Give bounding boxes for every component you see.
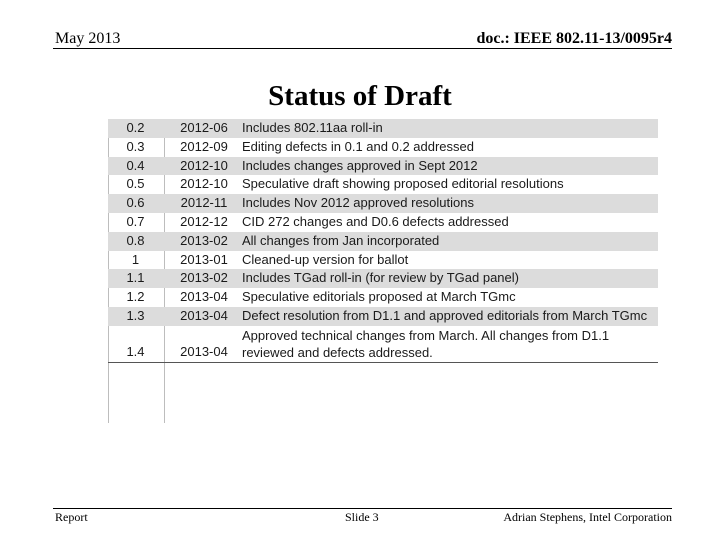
version-cell: 1 — [131, 251, 140, 267]
date-cell: 2012-06 — [180, 120, 228, 135]
slide-title: Status of Draft — [268, 80, 452, 112]
table-row — [108, 288, 658, 307]
date-cell: 2012-10 — [180, 176, 228, 192]
description-cell: All changes from Jan incorporated — [242, 232, 440, 248]
date-cell: 2012-11 — [180, 195, 228, 211]
description-cell: Cleaned-up version for ballot — [242, 251, 409, 267]
version-cell: 0.5 — [126, 176, 145, 192]
draft-status-table — [108, 119, 658, 363]
table-row — [108, 157, 658, 176]
table-row — [108, 194, 658, 213]
table-row — [108, 326, 658, 363]
description-cell: Includes 802.11aa roll-in — [242, 120, 383, 135]
header-date: May 2013 — [55, 30, 121, 47]
version-cell: 0.2 — [126, 120, 145, 135]
date-cell: 2013-04 — [180, 289, 228, 305]
version-cell: 1.4 — [126, 343, 145, 359]
date-cell: 2013-01 — [180, 251, 228, 267]
description-cell: Speculative draft showing proposed editorial resolutions — [242, 176, 564, 192]
version-cell: 0.6 — [126, 195, 145, 211]
date-cell: 2012-12 — [180, 213, 228, 229]
header-doc-id: doc.: IEEE 802.11-13/0095r4 — [476, 30, 672, 47]
version-cell: 0.3 — [126, 138, 145, 154]
date-cell: 2013-02 — [180, 270, 228, 286]
description-cell: Speculative editorials proposed at March TGmc — [242, 289, 516, 305]
date-cell: 2012-10 — [180, 157, 228, 173]
table-row — [108, 213, 658, 232]
version-cell: 1.1 — [126, 270, 145, 286]
table-row — [108, 175, 658, 194]
table-row — [108, 138, 658, 157]
date-cell: 2012-09 — [180, 138, 228, 154]
slide-number: Slide 3 — [345, 510, 379, 524]
footer-rule — [53, 508, 672, 509]
header-rule — [53, 48, 672, 49]
date-cell: 2013-04 — [180, 307, 228, 323]
description-cell: Defect resolution from D1.1 and approved editorials from March TGmc — [242, 307, 648, 323]
date-cell: 2013-02 — [180, 232, 228, 248]
description-cell: CID 272 changes and D0.6 defects addressed — [242, 213, 509, 229]
version-cell: 0.4 — [126, 157, 145, 173]
description-cell: Approved technical changes from March. All changes from D1.1 reviewed and defects addressed. — [242, 327, 610, 360]
description-cell: Includes changes approved in Sept 2012 — [242, 157, 478, 173]
table-row — [108, 232, 658, 251]
date-cell: 2013-04 — [180, 343, 228, 359]
version-cell: 0.7 — [126, 213, 145, 229]
footer-left: Report — [55, 510, 88, 524]
table-row — [108, 269, 658, 288]
description-cell: Editing defects in 0.1 and 0.2 addressed — [242, 138, 474, 154]
version-cell: 0.8 — [126, 232, 145, 248]
description-cell: Includes Nov 2012 approved resolutions — [242, 195, 474, 211]
table-row — [108, 307, 658, 326]
table-row — [108, 119, 658, 138]
footer-author: Adrian Stephens, Intel Corporation — [503, 510, 672, 524]
version-cell: 1.3 — [126, 307, 145, 323]
table-row — [108, 251, 658, 270]
description-cell: Includes TGad roll-in (for review by TGad panel) — [242, 270, 519, 286]
version-cell: 1.2 — [126, 289, 145, 305]
